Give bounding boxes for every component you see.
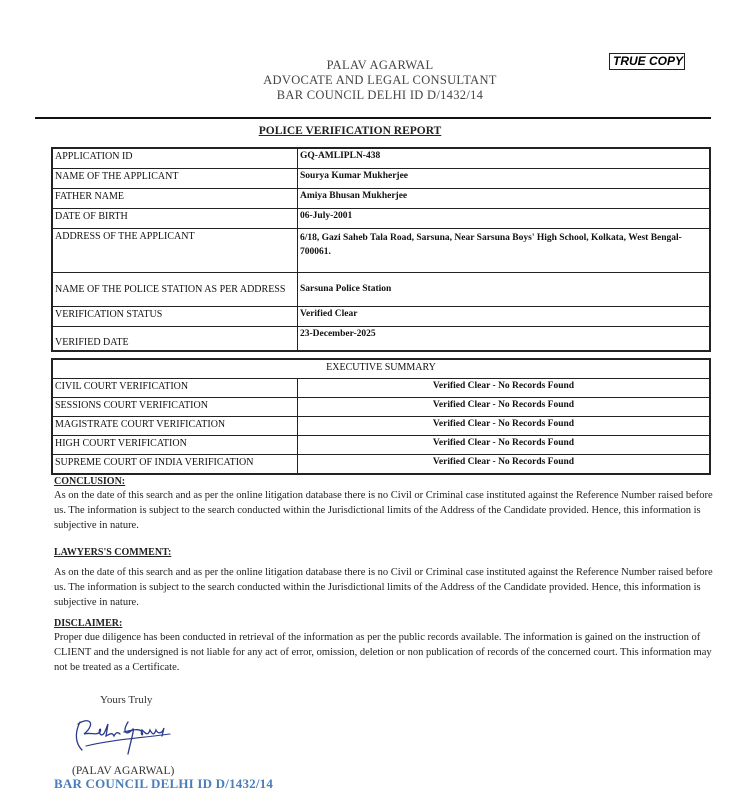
row-value: 23-December-2025	[298, 326, 711, 351]
table-row	[52, 272, 710, 306]
disclaimer-heading: DISCLAIMER:	[54, 618, 123, 629]
row-label: NAME OF THE APPLICANT	[52, 168, 298, 188]
row-label: HIGH COURT VERIFICATION	[52, 436, 298, 455]
row-value: Sourya Kumar Mukherjee	[298, 168, 711, 188]
row-value: 06-July-2001	[298, 208, 711, 228]
table-row	[52, 417, 710, 436]
closing-text: Yours Truly	[100, 694, 153, 706]
table-header-row	[52, 359, 710, 379]
row-label: APPLICATION ID	[52, 148, 298, 168]
row-label: CIVIL COURT VERIFICATION	[52, 379, 298, 398]
conclusion-heading: CONCLUSION:	[54, 476, 126, 487]
row-label: SESSIONS COURT VERIFICATION	[52, 398, 298, 417]
table-row	[52, 168, 710, 188]
table-row	[52, 188, 710, 208]
lawyer-comment-text: As on the date of this search and as per the online litigation database there is no Civil or Criminal case instituted against the Reference Number raised before us. The information is subject to the search conducted within the Jurisdictional limits of the Address of the Candidate provided. Hence, this information is subjective in nature.	[54, 567, 713, 609]
row-label: NAME OF THE POLICE STATION AS PER ADDRESS	[52, 272, 298, 306]
applicant-details-table	[51, 147, 711, 352]
row-label: FATHER NAME	[52, 188, 298, 208]
table-row	[52, 306, 710, 326]
row-label: DATE OF BIRTH	[52, 208, 298, 228]
row-value: Verified Clear - No Records Found	[298, 455, 711, 475]
report-title: POLICE VERIFICATION REPORT	[258, 125, 442, 137]
disclaimer-text: Proper due diligence has been conducted in retrieval of the information as per the public records available. The information is gained on the instruction of CLIENT and the undersigned is not liable for any act of error, omission, deletion or non publication of records of the concerned court. This information may not be treated as a Certificate.	[54, 632, 712, 674]
row-value: Sarsuna Police Station	[298, 272, 711, 306]
letterhead	[230, 58, 530, 103]
summary-heading: EXECUTIVE SUMMARY	[52, 359, 710, 379]
advocate-designation: ADVOCATE AND LEGAL CONSULTANT	[263, 73, 497, 87]
row-value: Verified Clear - No Records Found	[298, 398, 711, 417]
conclusion-text: As on the date of this search and as per the online litigation database there is no Civil or Criminal case instituted against the Reference Number raised before us. The information is subject to the search conducted within the Jurisdictional limits of the Address of the Candidate provided. Hence, this information is subjective in nature.	[54, 490, 713, 532]
advocate-name: PALAV AGARWAL	[326, 58, 434, 72]
advocate-bar-id: BAR COUNCIL DELHI ID D/1432/14	[276, 88, 484, 102]
disclaimer-section	[54, 618, 714, 676]
row-value: Verified Clear	[298, 306, 711, 326]
table-row	[52, 208, 710, 228]
true-copy-stamp: TRUE COPY	[609, 53, 685, 70]
row-label: SUPREME COURT OF INDIA VERIFICATION	[52, 455, 298, 475]
header-divider	[35, 117, 711, 119]
signatory-bar-id: BAR COUNCIL DELHI ID D/1432/14	[54, 776, 274, 791]
table-row	[52, 148, 710, 168]
row-value: Verified Clear - No Records Found	[298, 417, 711, 436]
executive-summary-table	[51, 358, 711, 475]
row-label: ADDRESS OF THE APPLICANT	[52, 228, 298, 272]
row-value: Verified Clear - No Records Found	[298, 436, 711, 455]
row-label: MAGISTRATE COURT VERIFICATION	[52, 417, 298, 436]
row-label: VERIFIED DATE	[52, 326, 298, 351]
row-value: GQ-AMLIPLN-438	[298, 148, 711, 168]
table-row	[52, 326, 710, 351]
row-value: Verified Clear - No Records Found	[298, 379, 711, 398]
row-value: Amiya Bhusan Mukherjee	[298, 188, 711, 208]
table-row	[52, 398, 710, 417]
signatory-name: (PALAV AGARWAL)	[72, 765, 175, 777]
lawyer-comment-section	[54, 547, 714, 611]
lawyer-comment-heading: LAWYERS'S COMMENT:	[54, 547, 172, 558]
table-row	[52, 436, 710, 455]
row-label: VERIFICATION STATUS	[52, 306, 298, 326]
table-row	[52, 379, 710, 398]
table-row	[52, 228, 710, 272]
table-row	[52, 455, 710, 475]
conclusion-section	[54, 476, 714, 534]
signature-icon	[70, 714, 180, 764]
row-value: 6/18, Gazi Saheb Tala Road, Sarsuna, Near Sarsuna Boys' High School, Kolkata, West Bengal-700061.	[298, 228, 711, 272]
